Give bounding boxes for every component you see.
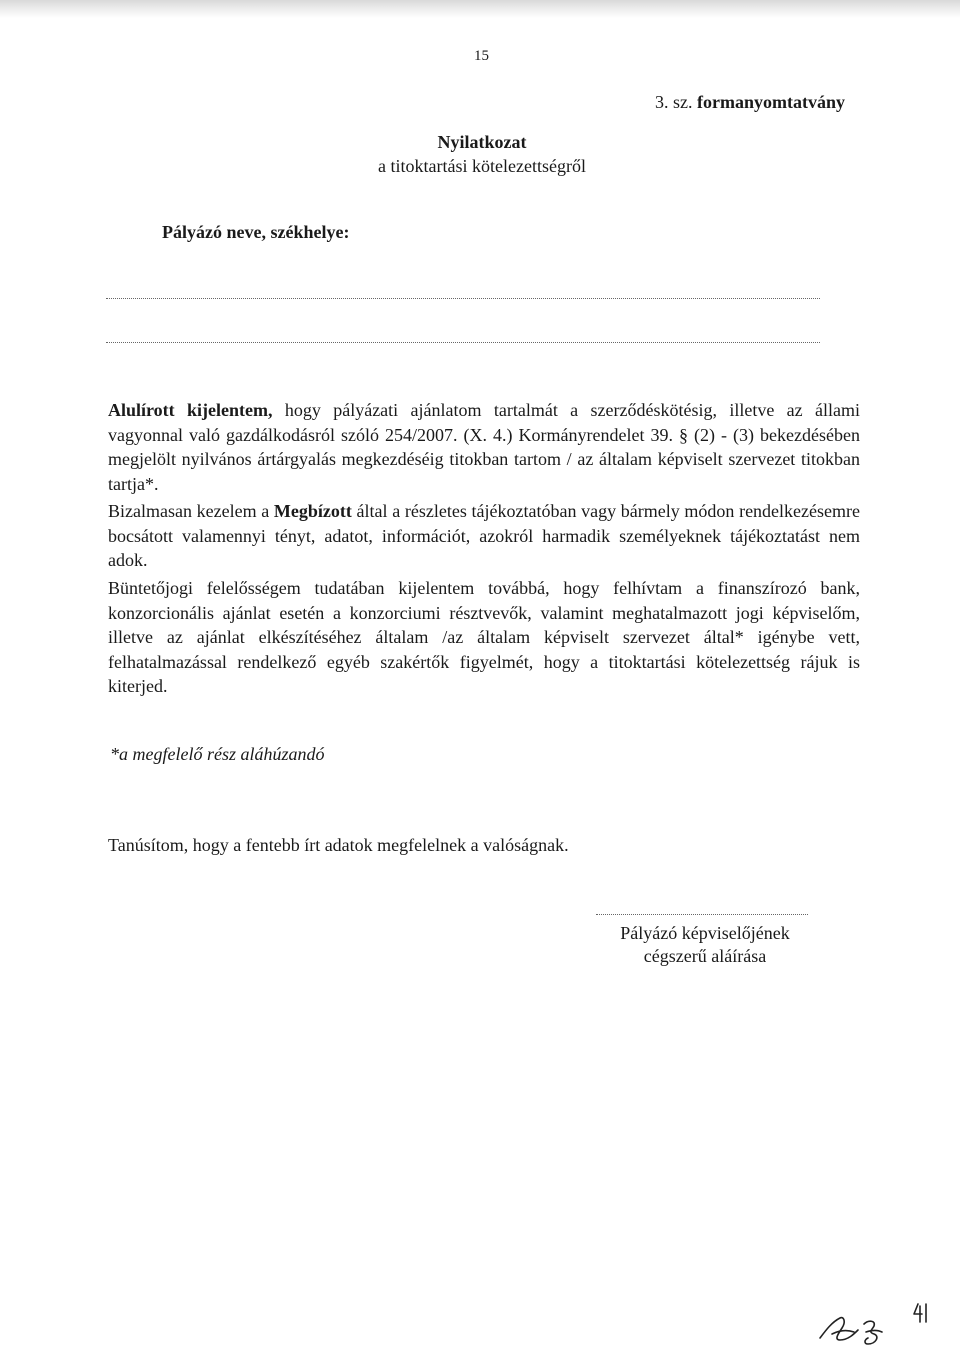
declaration-text: hogy pályázati ajánlatom tartalmát a szerződéskötésig, illetve az állami vagyonnal való gazdálkodásról szóló 254/2007. (X. 4.) Kormányrendelet 39. § (2) - (3) bekezdésében megjelölt nyilvános ártárgyalás megkezdéséig titokban tartom / az általam képviselt szervezet titokban tartja*. [108, 400, 860, 494]
paragraph2-before: Bizalmasan kezelem a [108, 501, 274, 521]
form-number-name: formanyomtatvány [697, 92, 845, 112]
signature-label [560, 922, 850, 968]
signature-label-line2: cégszerű aláírása [643, 946, 767, 966]
form-number-prefix: 3. sz. [655, 92, 693, 112]
paragraph2-bold: Megbízott [273, 501, 352, 521]
signature-label-line1: Pályázó képviselőjének [620, 923, 790, 943]
scan-top-band [0, 0, 960, 18]
applicant-dotted-line-2 [106, 342, 820, 343]
document-subtitle-wrap [0, 156, 960, 177]
signature-dotted-line [596, 914, 808, 915]
handwritten-initials-icon [818, 1300, 948, 1352]
applicant-label: Pályázó neve, székhelye: [162, 222, 350, 242]
form-number [655, 92, 845, 113]
applicant-dotted-line-1 [106, 298, 820, 299]
document-title: Nyilatkozat [437, 132, 527, 152]
document-title-wrap [0, 132, 960, 153]
paragraph2-after: által a részletes tájékoztatóban vagy bármely módon rendelkezésemre bocsátott valamennyi tényt, adatot, információt, azokról harmadik személyeknek tájékoztatást nem adok. [108, 501, 860, 570]
declaration-paragraph-2 [108, 499, 860, 573]
footnote: *a megfelelő rész aláhúzandó [110, 744, 325, 764]
certification-text: Tanúsítom, hogy a fentebb írt adatok megfelelnek a valóságnak. [108, 835, 569, 855]
declaration-paragraph-3: Büntetőjogi felelősségem tudatában kijelentem továbbá, hogy felhívtam a finanszírozó bank, konzorcionális ajánlat esetén a konzorciumi résztvevők, valamint meghatalmazott jogi képviselőm, illetve az ajánlat elkészítéséhez általam /az általam képviselt szervezet által* igénybe vett, felhatalmazással rendelkező egyéb szakértők figyelmét, hogy a titoktartási kötelezettség rájuk is kiterjed. [108, 578, 860, 696]
page-number: 15 [474, 48, 489, 64]
declaration-paragraph-1 [108, 398, 860, 496]
declaration-lead: Alulírott kijelentem, [108, 400, 273, 420]
document-subtitle: a titoktartási kötelezettségről [378, 156, 586, 176]
